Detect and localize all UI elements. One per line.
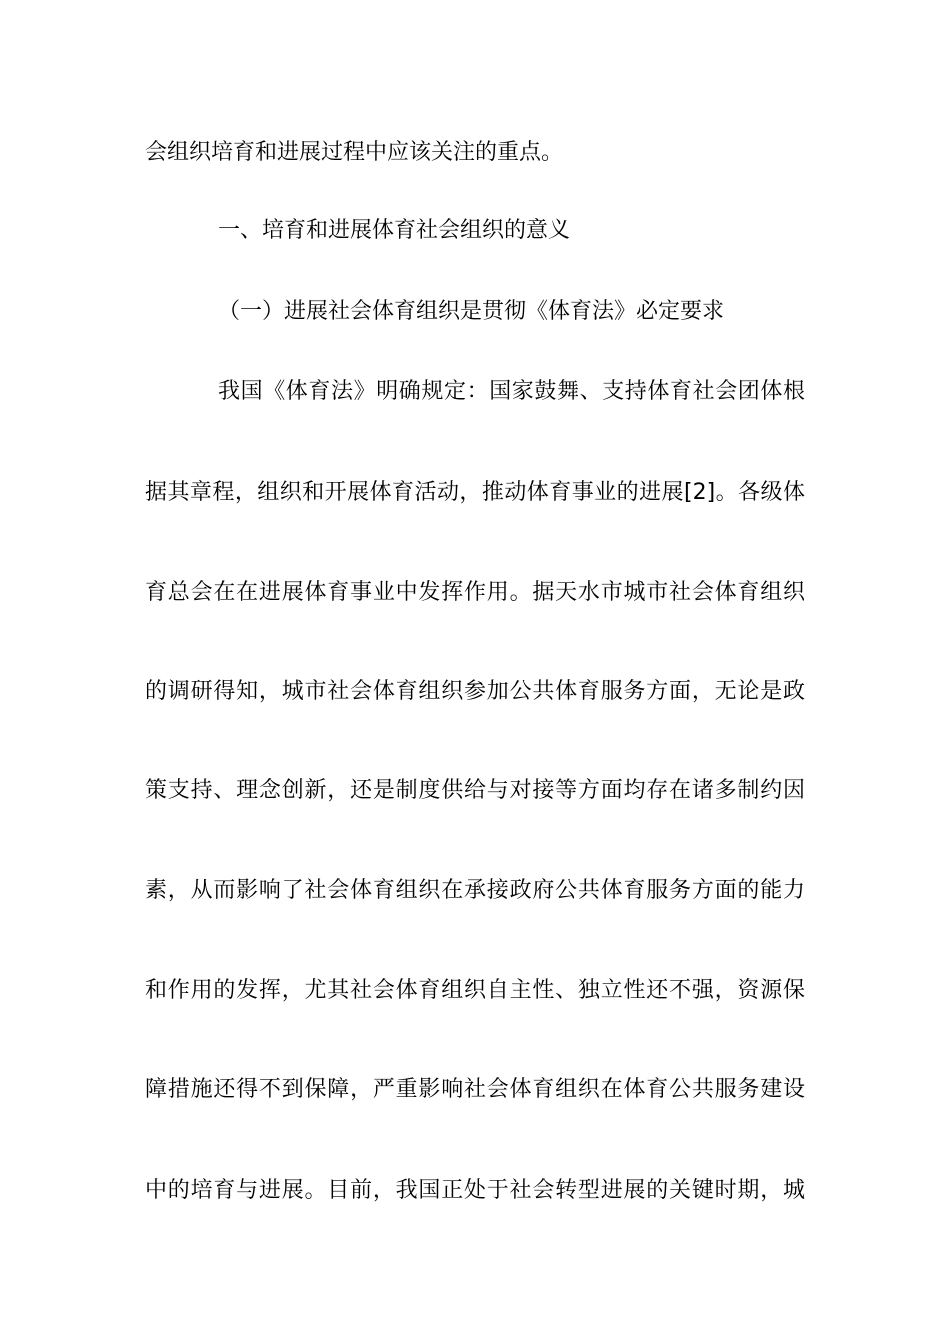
paragraph-continuation-line: 会组织培育和进展过程中应该关注的重点。 (145, 140, 564, 165)
section-heading: 一、培育和进展体育社会组织的意义 (218, 218, 571, 243)
paragraph-line: 素，从而影响了社会体育组织在承接政府公共体育服务方面的能力 (145, 878, 805, 903)
paragraph-line: 据其章程，组织和开展体育活动，推动体育事业的进展[2]。各级体 (145, 480, 805, 505)
paragraph-line: 育总会在在进展体育事业中发挥作用。据天水市城市社会体育组织 (145, 580, 805, 605)
paragraph-line: 和作用的发挥，尤其社会体育组织自主性、独立性还不强，资源保 (145, 978, 805, 1003)
paragraph-line: 策支持、理念创新，还是制度供给与对接等方面均存在诸多制约因 (145, 778, 805, 803)
subsection-heading: （一）进展社会体育组织是贯彻《体育法》必定要求 (218, 299, 725, 324)
paragraph-first-line: 我国《体育法》明确规定：国家鼓舞、支持体育社会团体根 (218, 379, 805, 404)
paragraph-line: 的调研得知，城市社会体育组织参加公共体育服务方面，无论是政 (145, 679, 805, 704)
paragraph-line: 障措施还得不到保障，严重影响社会体育组织在体育公共服务建设 (145, 1077, 805, 1102)
paragraph-line: 中的培育与进展。目前，我国正处于社会转型进展的关键时期，城 (145, 1178, 805, 1203)
